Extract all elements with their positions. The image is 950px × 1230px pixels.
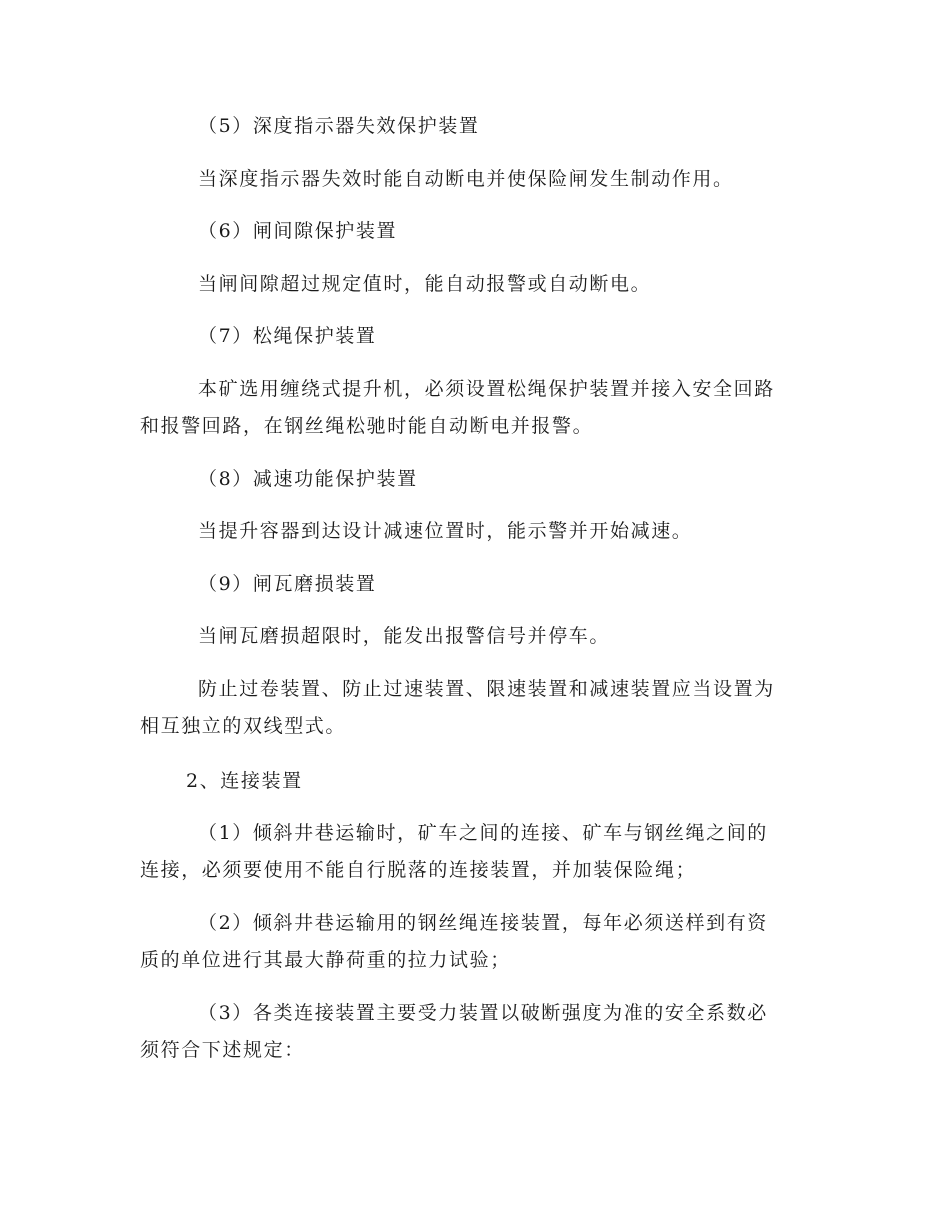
paragraph-deceleration: 当提升容器到达设计减速位置时，能示警并开始减速。 [198, 520, 693, 542]
item-2-line1: （2）倾斜井巷运输用的钢丝绳连接装置，每年必须送样到有资 [198, 912, 768, 934]
paragraph-depth-indicator: 当深度指示器失效时能自动断电并使保险闸发生制动作用。 [198, 168, 734, 190]
paragraph-independent-devices-line2: 相互独立的双线型式。 [140, 715, 347, 737]
item-1-line1: （1）倾斜井巷运输时，矿车之间的连接、矿车与钢丝绳之间的 [198, 822, 768, 844]
item-2-line2: 质的单位进行其最大静荷重的拉力试验； [140, 949, 511, 971]
heading-brake-shoe-wear: （9）闸瓦磨损装置 [198, 573, 377, 595]
paragraph-brake-shoe-wear: 当闸瓦磨损超限时，能发出报警信号并停车。 [198, 625, 611, 647]
paragraph-independent-devices-line1: 防止过卷装置、防止过速装置、限速装置和减速装置应当设置为 [198, 678, 775, 700]
item-3-line2: 须符合下述规定： [140, 1039, 305, 1061]
heading-depth-indicator-protection: （5）深度指示器失效保护装置 [198, 115, 480, 137]
item-1-line2: 连接，必须要使用不能自行脱落的连接装置，并加装保险绳； [140, 859, 697, 881]
heading-deceleration-protection: （8）减速功能保护装置 [198, 468, 418, 490]
item-3-line1: （3）各类连接装置主要受力装置以破断强度为准的安全系数必 [198, 1002, 768, 1024]
paragraph-slack-rope-line1: 本矿选用缠绕式提升机，必须设置松绳保护装置并接入安全回路 [198, 378, 775, 400]
paragraph-brake-gap: 当闸间隙超过规定值时，能自动报警或自动断电。 [198, 273, 652, 295]
heading-slack-rope-protection: （7）松绳保护装置 [198, 325, 377, 347]
section-heading-connection-devices: 2、连接装置 [186, 770, 303, 792]
paragraph-slack-rope-line2: 和报警回路，在钢丝绳松驰时能自动断电并报警。 [140, 415, 594, 437]
heading-brake-gap-protection: （6）闸间隙保护装置 [198, 220, 398, 242]
